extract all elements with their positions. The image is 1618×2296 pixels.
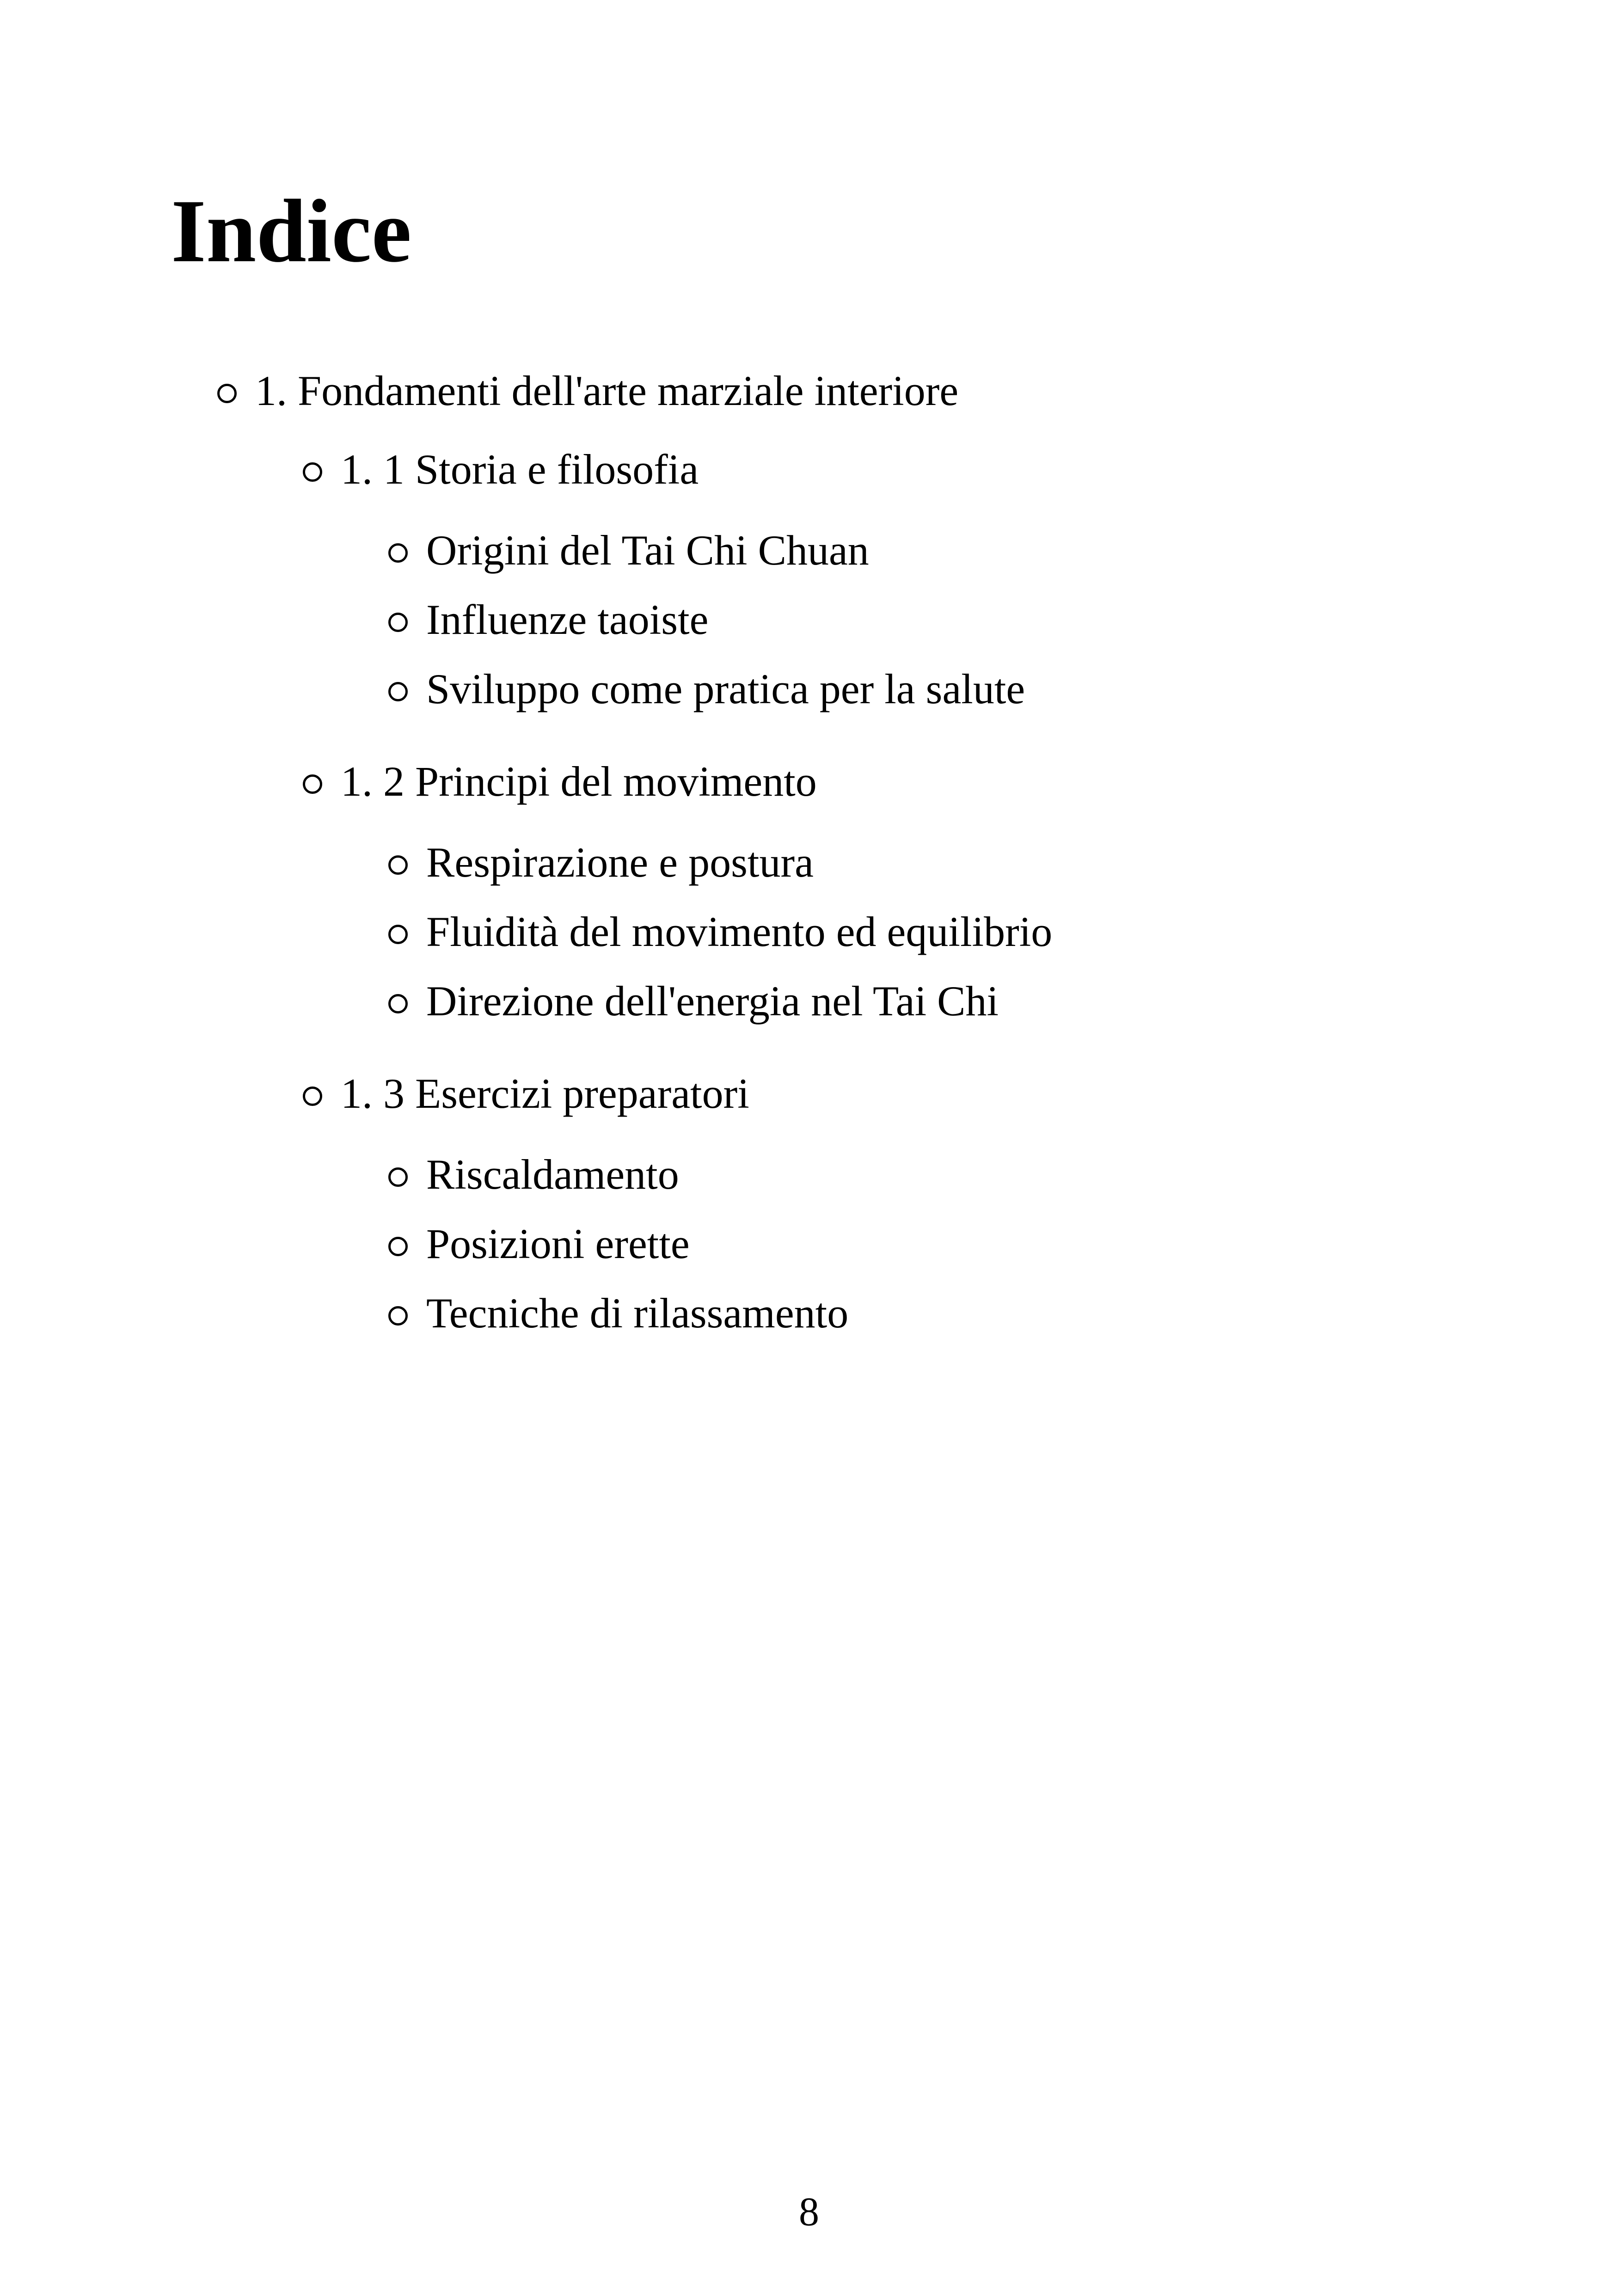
toc-item bbox=[388, 663, 1025, 714]
toc-item-label: Respirazione e postura bbox=[426, 839, 814, 886]
toc-section-1 bbox=[303, 444, 699, 495]
toc-item bbox=[388, 525, 869, 576]
toc-item bbox=[388, 976, 999, 1026]
toc-section-label: 1. 1 Storia e filosofia bbox=[341, 446, 699, 493]
toc-section-label: 1. 2 Principi del movimento bbox=[341, 758, 817, 805]
circle-bullet-icon bbox=[303, 1087, 322, 1106]
circle-bullet-icon bbox=[388, 855, 408, 875]
circle-bullet-icon bbox=[388, 925, 408, 944]
toc-item-label: Riscaldamento bbox=[426, 1151, 679, 1198]
circle-bullet-icon bbox=[303, 462, 322, 482]
circle-bullet-icon bbox=[388, 543, 408, 563]
page-number: 8 bbox=[799, 2190, 819, 2235]
toc-item-label: Origini del Tai Chi Chuan bbox=[426, 527, 869, 574]
circle-bullet-icon bbox=[388, 1167, 408, 1187]
circle-bullet-icon bbox=[303, 774, 322, 794]
circle-bullet-icon bbox=[217, 384, 237, 403]
toc-item-label: Tecniche di rilassamento bbox=[426, 1289, 849, 1337]
circle-bullet-icon bbox=[388, 1237, 408, 1256]
toc-section-label: 1. 3 Esercizi preparatori bbox=[341, 1070, 749, 1117]
circle-bullet-icon bbox=[388, 613, 408, 632]
page-title: Indice bbox=[171, 181, 412, 281]
toc-chapter-label: 1. Fondamenti dell'arte marziale interiore bbox=[255, 367, 959, 414]
toc-item-label: Sviluppo come pratica per la salute bbox=[426, 665, 1025, 712]
circle-bullet-icon bbox=[388, 994, 408, 1013]
toc-item bbox=[388, 1218, 690, 1269]
toc-item bbox=[388, 1288, 848, 1338]
toc-section-2 bbox=[303, 756, 817, 807]
circle-bullet-icon bbox=[388, 682, 408, 701]
toc-item bbox=[388, 594, 709, 645]
toc-chapter bbox=[217, 365, 958, 416]
toc-item-label: Influenze taoiste bbox=[426, 596, 709, 643]
circle-bullet-icon bbox=[388, 1306, 408, 1326]
toc-item bbox=[388, 906, 1052, 957]
toc-item-label: Fluidità del movimento ed equilibrio bbox=[426, 908, 1053, 955]
toc-section-3 bbox=[303, 1068, 749, 1119]
toc-item bbox=[388, 1149, 679, 1200]
toc-item-label: Posizioni erette bbox=[426, 1220, 690, 1267]
toc-item bbox=[388, 837, 814, 888]
toc-item-label: Direzione dell'energia nel Tai Chi bbox=[426, 977, 999, 1025]
